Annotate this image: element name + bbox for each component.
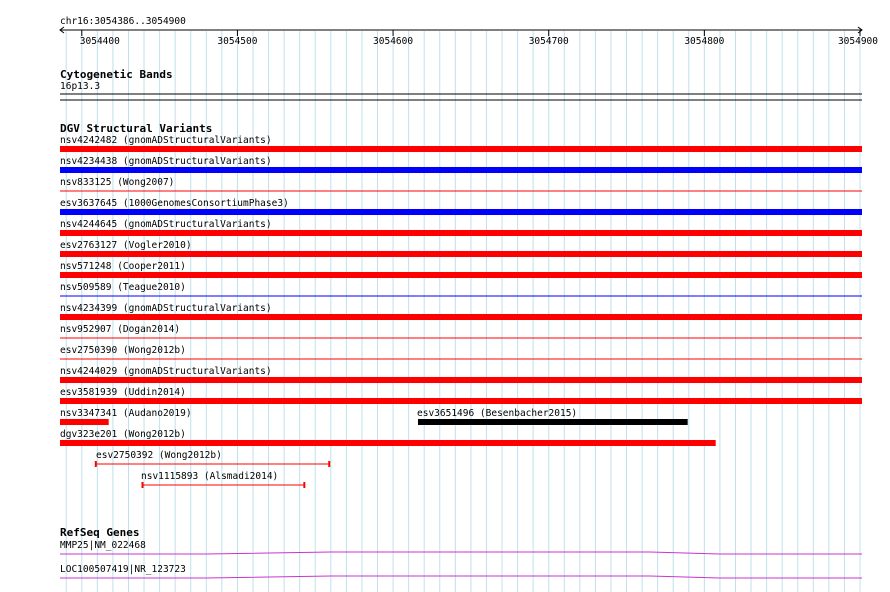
dgv-variant-label[interactable]: nsv4234438 (gnomADStructuralVariants) (60, 156, 272, 167)
dgv-variant-bar[interactable] (60, 146, 862, 152)
cytoband-track (60, 68, 862, 100)
ruler (60, 16, 878, 47)
dgv-variant-label[interactable]: esv3637645 (1000GenomesConsortiumPhase3) (60, 198, 289, 209)
dgv-variant-bar[interactable] (60, 230, 862, 236)
dgv-variant-label[interactable]: nsv4242482 (gnomADStructuralVariants) (60, 135, 272, 146)
dgv-variant-label[interactable]: esv2763127 (Vogler2010) (60, 240, 192, 251)
refseq-gene-label[interactable]: LOC100507419|NR_123723 (60, 564, 186, 575)
dgv-variant-bar[interactable] (60, 419, 109, 425)
dgv-variant-bar[interactable] (60, 272, 862, 278)
dgv-variant-bar[interactable] (60, 377, 862, 383)
dgv-variant-label[interactable]: nsv4244029 (gnomADStructuralVariants) (60, 366, 272, 377)
dgv-features (60, 135, 862, 488)
ruler-tick-label: 3054500 (217, 36, 258, 47)
refseq-gene-line[interactable] (60, 576, 862, 578)
dgv-variant-label[interactable]: nsv571248 (Cooper2011) (60, 261, 186, 272)
ruler-tick-label: 3054600 (373, 36, 414, 47)
dgv-variant-label[interactable]: nsv509589 (Teague2010) (60, 282, 186, 293)
cytoband-track-title: Cytogenetic Bands (60, 68, 173, 81)
dgv-variant-label[interactable]: esv2750390 (Wong2012b) (60, 345, 186, 356)
ruler-tick-label: 3054400 (79, 36, 120, 47)
dgv-track-title: DGV Structural Variants (60, 122, 213, 135)
refseq-track (60, 526, 862, 578)
dgv-variant-bar[interactable] (60, 440, 716, 446)
dgv-variant-label[interactable]: dgv323e201 (Wong2012b) (60, 429, 186, 440)
dgv-variant-label[interactable]: esv3581939 (Uddin2014) (60, 387, 186, 398)
dgv-variant-label[interactable]: nsv952907 (Dogan2014) (60, 324, 181, 335)
dgv-variant-label[interactable]: nsv4234399 (gnomADStructuralVariants) (60, 303, 272, 314)
dgv-variant-bar[interactable] (60, 251, 862, 257)
dgv-variant-label[interactable]: nsv1115893 (Alsmadi2014) (141, 471, 279, 482)
dgv-variant-label[interactable]: esv3651496 (Besenbacher2015) (417, 408, 578, 419)
dgv-variant-label[interactable]: nsv4244645 (gnomADStructuralVariants) (60, 219, 272, 230)
dgv-track (60, 122, 862, 488)
ruler-tick-label: 3054700 (528, 36, 569, 47)
refseq-features (60, 540, 862, 578)
dgv-variant-label[interactable]: nsv3347341 (Audano2019) (60, 408, 192, 419)
dgv-variant-bar[interactable] (418, 419, 688, 425)
ruler-tick-label: 3054900 (837, 36, 878, 47)
dgv-variant-bar[interactable] (60, 398, 862, 404)
ruler-ticks (80, 30, 878, 47)
refseq-gene-line[interactable] (60, 552, 862, 554)
refseq-gene-label[interactable]: MMP25|NM_022468 (60, 540, 146, 551)
dgv-variant-label[interactable]: nsv833125 (Wong2007) (60, 177, 175, 188)
ruler-region-label: chr16:3054386..3054900 (60, 16, 186, 27)
dgv-variant-bar[interactable] (60, 209, 862, 215)
cytoband-band-label: 16p13.3 (60, 81, 101, 92)
dgv-variant-bar[interactable] (60, 314, 862, 320)
dgv-variant-label[interactable]: esv2750392 (Wong2012b) (96, 450, 222, 461)
refseq-track-title: RefSeq Genes (60, 526, 140, 539)
ruler-tick-label: 3054800 (684, 36, 725, 47)
dgv-variant-bar[interactable] (60, 167, 862, 173)
